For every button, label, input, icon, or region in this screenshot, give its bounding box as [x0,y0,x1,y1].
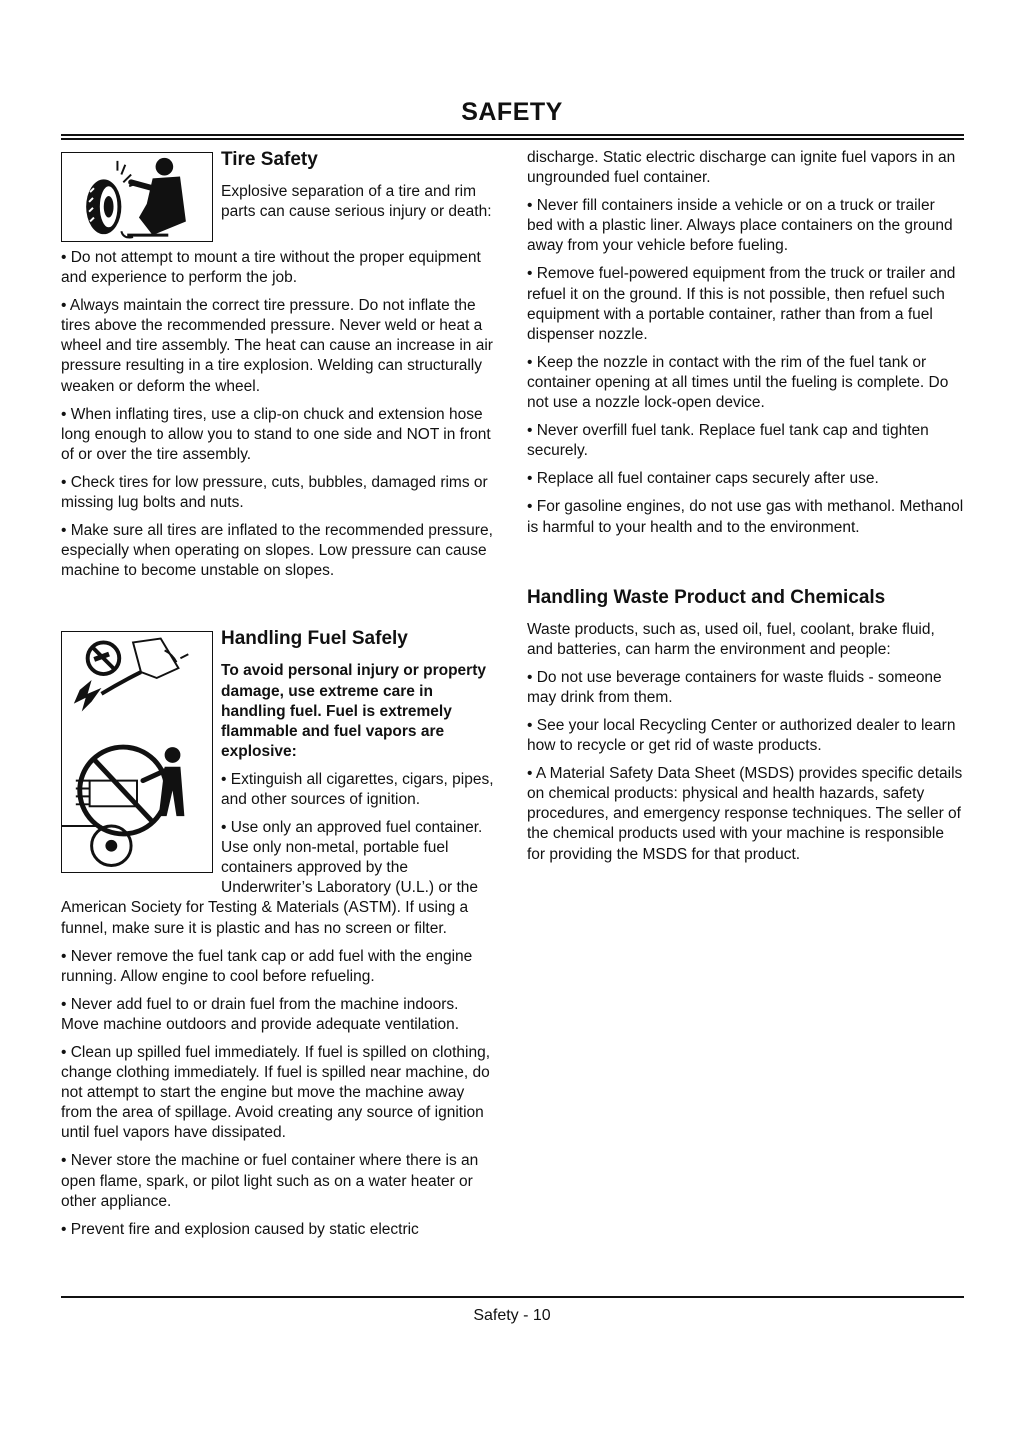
waste-intro: Waste products, such as, used oil, fuel, coolant, brake fluid, and batteries, can harm the environment and people: [527,620,935,658]
fuel-continued-4: • Keep the nozzle in contact with the rim of the fuel tank or container opening at all times until the fueling is complete. Do not use a nozzle lock-open device. [527,353,949,412]
fuel-bullet-7: • Prevent fire and explosion caused by static electric [61,1220,419,1238]
tire-bullet-5: • Make sure all tires are inflated to the recommended pressure, especially when operating on slopes. Low pressure can cause machine to become unstable on slopes. [61,522,493,580]
fuel-safety-heading: Handling Fuel Safely [221,628,408,650]
fuel-bullet-5: • Clean up spilled fuel immediately. If fuel is spilled on clothing, change clothing immediately. If fuel is spilled near machine, do not attempt to start the engine but move the machine away from the area of spillage. Avoid creating any source of ignition until fuel vapors have dissipated. [61,1044,491,1142]
fuel-continued-1: discharge. Static electric discharge can ignite fuel vapors in an ungrounded fuel container. [527,149,956,187]
fuel-bullet-2: • Use only an approved fuel container. Use only non-metal, portable fuel containers approved by the Underwriter’s Laboratory (U.L.) or the American Society for Testing & Materials (ASTM). If using a funnel, make sure it is plastic and has no screen or filter. [61,819,483,937]
waste-bullet-1: • Do not use beverage containers for waste fluids - someone may drink from them. [527,668,942,706]
footer-rule [61,1296,964,1298]
fuel-safety-illustration [61,631,213,873]
no-smoking-fueling-icon [62,632,212,872]
left-column [61,148,497,1248]
fuel-bullet-3: • Never remove the fuel tank cap or add fuel with the engine running. Allow engine to cool before refueling. [61,947,473,985]
fuel-continued-7: • For gasoline engines, do not use gas with methanol. Methanol is harmful to your health and to the environment. [527,498,964,536]
waste-bullet-2: • See your local Recycling Center or authorized dealer to learn how to recycle or get rid of waste products. [527,716,956,755]
fuel-bullet-1: • Extinguish all cigarettes, cigars, pipes, and other sources of ignition. [221,770,494,808]
fuel-continued-6: • Replace all fuel container caps securely after use. [527,470,879,488]
page-title: SAFETY [461,98,563,126]
header-rule [61,134,964,140]
tire-safety-intro: Explosive separation of a tire and rim parts can cause serious injury or death: [221,183,492,221]
fuel-continued-3: • Remove fuel-powered equipment from the truck or trailer and refuel it on the ground. If this is not possible, then refuel such equipment with a portable container, rather than from a fuel dispenser nozzle. [527,265,956,343]
right-column [527,148,964,873]
page-number: Safety - 10 [473,1307,551,1324]
waste-bullet-3: • A Material Safety Data Sheet (MSDS) provides specific details on chemical products: physical and health hazards, safety procedures, and emergency response techniques. The seller of the chemical products used with your machine is responsible for providing the MSDS for that product. [527,765,963,863]
fuel-bullet-6: • Never store the machine or fuel container where there is an open flame, spark, or pilot light such as on a water heater or other appliance. [61,1152,479,1210]
fuel-continued-5: • Never overfill fuel tank. Replace fuel tank cap and tighten securely. [527,422,929,460]
waste-heading: Handling Waste Product and Chemicals [527,586,886,608]
tire-bullet-1: • Do not attempt to mount a tire without the proper equipment and experience to perform the job. [61,249,481,287]
tire-bullet-2: • Always maintain the correct tire pressure. Do not inflate the tires above the recommended pressure. Never weld or heat a wheel and tire assembly. The heat can cause an increase in air pressure resulting in a tire explosion. Welding can structurally weaken or deform the wheel. [61,297,493,395]
fuel-bullet-4: • Never add fuel to or drain fuel from the machine indoors. Move machine outdoors and provide adequate ventilation. [61,995,460,1033]
tire-bullet-4: • Check tires for low pressure, cuts, bubbles, damaged rims or missing lug bolts and nuts. [61,473,488,512]
tire-bullet-3: • When inflating tires, use a clip-on chuck and extension hose long enough to allow you to stand to one side and NOT in front of or over the tire assembly. [61,405,491,463]
fuel-warning: To avoid personal injury or property damage, use extreme care in handling fuel. Fuel is extremely flammable and fuel vapors are explosive: [221,662,486,760]
tire-explosion-icon [62,153,212,241]
tire-explosion-illustration [61,152,213,242]
tire-safety-heading: Tire Safety [221,149,318,170]
fuel-continued-2: • Never fill containers inside a vehicle or on a truck or trailer bed with a plastic liner. Always place containers on the ground away from your vehicle before fueling. [527,197,953,255]
